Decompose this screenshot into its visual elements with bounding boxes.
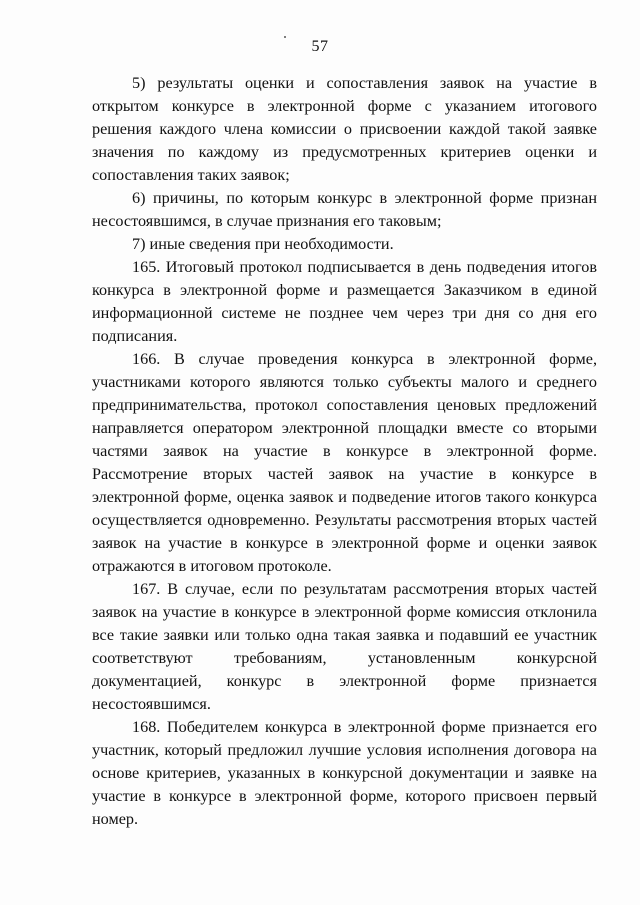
paragraph-165: 165. Итоговый протокол подписывается в день подведения итогов конкурса в электронной форме и размещается Заказчиком в единой информационной системе не позднее чем через три дня со дня его подписания.	[92, 258, 597, 345]
paragraph-167: 167. В случае, если по результатам рассмотрения вторых частей заявок на участие в конкурсе в электронной форме комиссия отклонила все такие заявки или только одна такая заявка и подавший ее участник соответствуют требованиям, установленным конкурсной документацией, конкурс в электронной форме признается несостоявшимся.	[92, 580, 597, 713]
paragraph-166: 166. В случае проведения конкурса в электронной форме, участниками которого являются только субъекты малого и среднего предпринимательства, протокол сопоставления ценовых предложений направляется оператором электронной площадки вместе со вторыми частями заявок на участие в конкурсе в электронной форме. Рассмотрение вторых частей заявок на участие в конкурсе в электронной форме, оценка заявок и подведение итогов такого конкурса осуществляется одновременно. Результаты рассмотрения вторых частей заявок на участие в конкурсе в электронной форме и оценки заявок отражаются в итоговом протоколе.	[92, 350, 597, 575]
paragraph-item-7: 7) иные сведения при необходимости.	[132, 235, 394, 253]
paragraph-168: 168. Победителем конкурса в электронной форме признается его участник, который предложил лучшие условия исполнения договора на основе критериев, указанных в конкурсной документации и заявке на участие в конкурсе в электронной форме, которого присвоен первый номер.	[92, 718, 597, 828]
paragraph-item-5: 5) результаты оценки и сопоставления заявок на участие в открытом конкурсе в электронной форме с указанием итогового решения каждого члена комиссии о присвоении каждой такой заявке значения по каждому из предусмотренных критериев оценки и сопоставления таких заявок;	[92, 74, 597, 184]
page-number: 57	[311, 38, 329, 55]
scan-speck	[284, 36, 286, 38]
document-body	[92, 72, 597, 831]
paragraph-item-6: 6) причины, по которым конкурс в электронной форме признан несостоявшимся, в случае признания его таковым;	[92, 189, 597, 230]
